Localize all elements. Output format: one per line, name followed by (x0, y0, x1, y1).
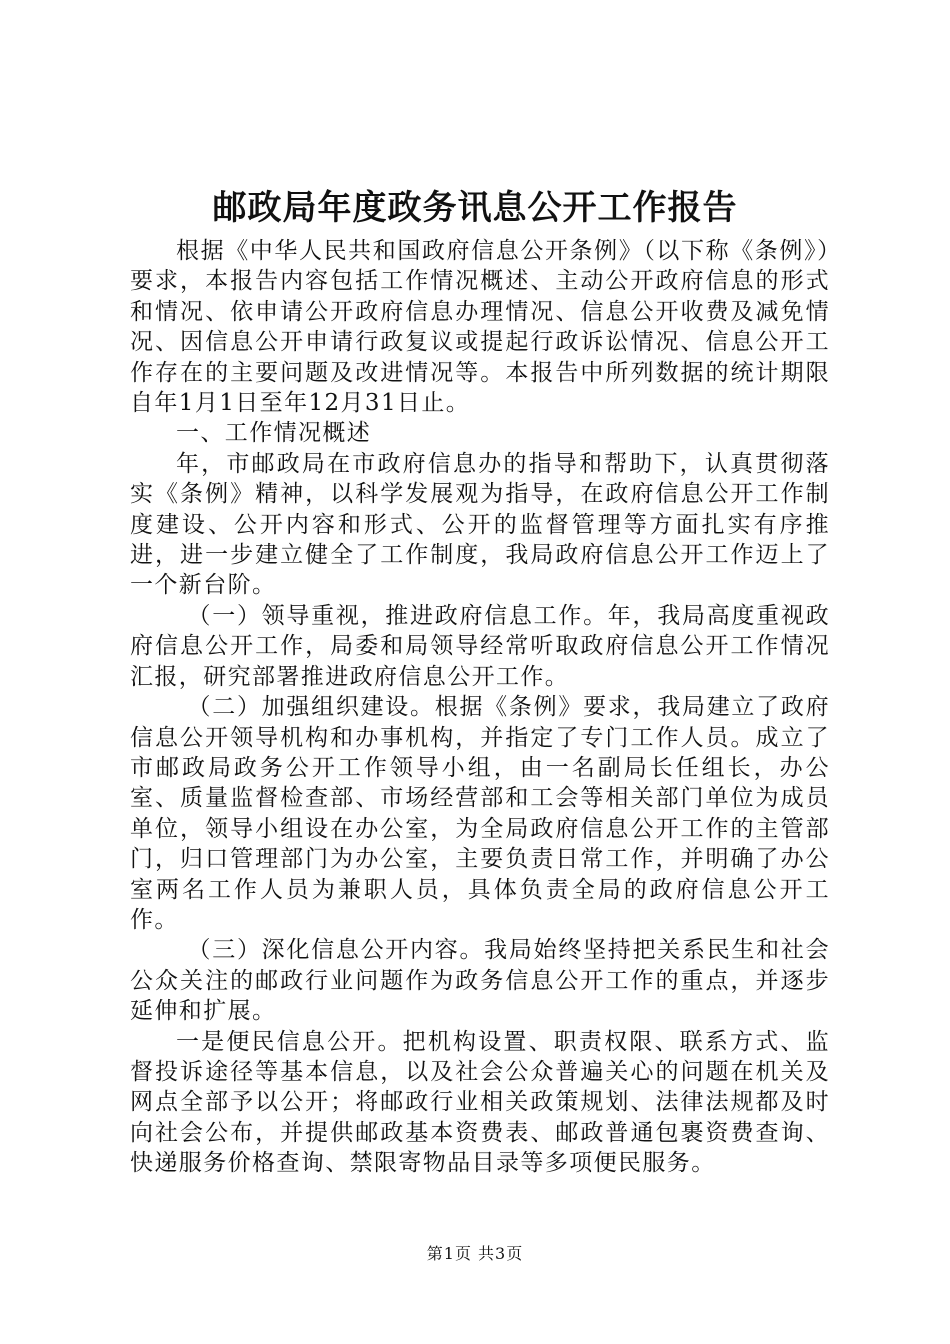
page-number-footer: 第1页 共3页 (426, 1244, 524, 1263)
subsection-content-paragraph: （三）深化信息公开内容。我局始终坚持把关系民生和社会公众关注的邮政行业问题作为政务信息公开工作的重点，并逐步延伸和扩展。 (130, 937, 830, 1025)
subsection-leadership-paragraph: （一）领导重视，推进政府信息工作。年，我局高度重视政府信息公开工作，局委和局领导经常听取政府信息公开工作情况汇报，研究部署推进政府信息公开工作。 (130, 602, 830, 690)
document-body (130, 236, 830, 1179)
document-title: 邮政局年度政务讯息公开工作报告 (212, 188, 738, 228)
overview-paragraph: 年，市邮政局在市政府信息办的指导和帮助下，认真贯彻落实《条例》精神，以科学发展观为指导，在政府信息公开工作制度建设、公开内容和形式、公开的监督管理等方面扎实有序推进，进一步建立健全了工作制度，我局政府信息公开工作迈上了一个新台阶。 (130, 450, 830, 599)
convenience-info-paragraph: 一是便民信息公开。把机构设置、职责权限、联系方式、监督投诉途径等基本信息，以及社会公众普遍关心的问题在机关及网点全部予以公开；将邮政行业相关政策规划、法律法规都及时向社会公布，并提供邮政基本资费表、邮政普通包裹资费查询、快递服务价格查询、禁限寄物品目录等多项便民服务。 (130, 1028, 830, 1177)
subsection-organization-paragraph: （二）加强组织建设。根据《条例》要求，我局建立了政府信息公开领导机构和办事机构，并指定了专门工作人员。成立了市邮政局政务公开工作领导小组，由一名副局长任组长，办公室、质量监督检查部、市场经营部和工会等相关部门单位为成员单位，领导小组设在办公室，为全局政府信息公开工作的主管部门，归口管理部门为办公室，主要负责日常工作，并明确了办公室两名工作人员为兼职人员，具体负责全局的政府信息公开工作。 (130, 694, 830, 933)
intro-paragraph: 根据《中华人民共和国政府信息公开条例》（以下称《条例》）要求，本报告内容包括工作情况概述、主动公开政府信息的形式和情况、依申请公开政府信息办理情况、信息公开收费及减免情况、因信息公开申请行政复议或提起行政诉讼情况、信息公开工作存在的主要问题及改进情况等。本报告中所列数据的统计期限自年1月1日至年12月31日止。 (130, 238, 830, 417)
section-heading-overview: 一、工作情况概述 (176, 420, 372, 447)
